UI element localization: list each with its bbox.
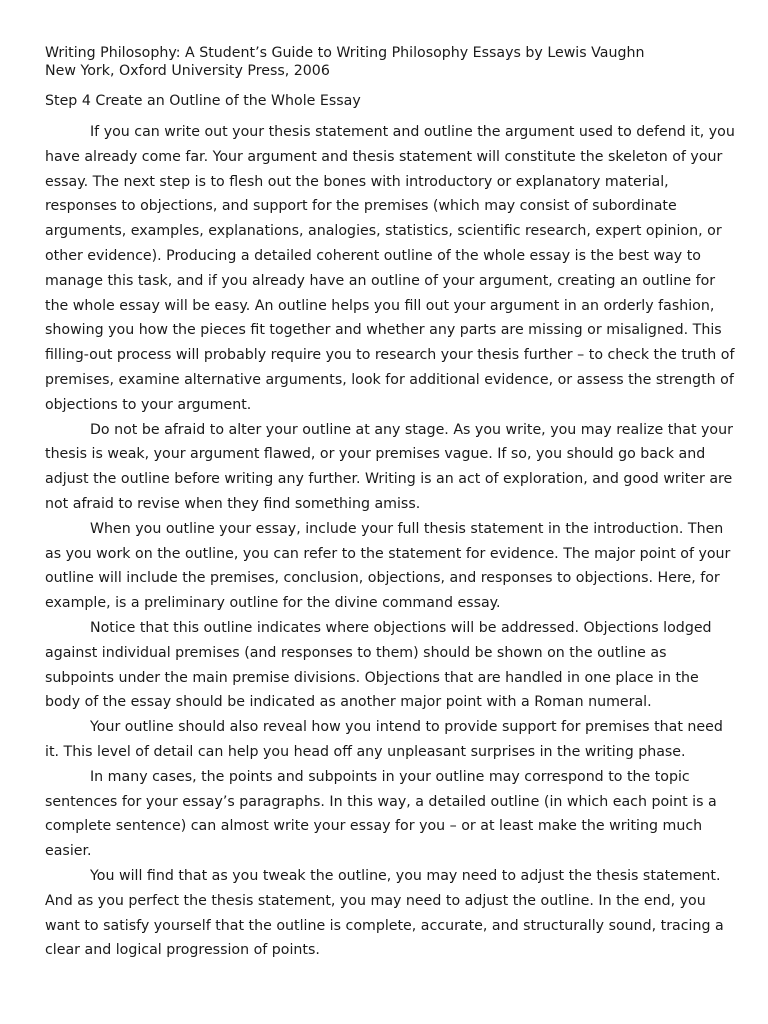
section-heading: Step 4 Create an Outline of the Whole Essay — [45, 93, 361, 109]
citation-block — [45, 44, 738, 80]
citation-line-title: Writing Philosophy: A Student’s Guide to Writing Philosophy Essays by Lewis Vaughn — [45, 45, 645, 61]
essay-body — [45, 120, 738, 963]
paragraph-1: If you can write out your thesis statement and outline the argument used to defend it, you have already come far. Your argument and thesis statement will constitute the skeleton of your essay. The next step is to flesh out the bones with introductory or explanatory material, responses to objections, and support for the premises (which may consist of subordinate arguments, examples, explanations, analogies, statistics, scientific research, expert opinion, or other evidence). Producing a detailed coherent outline of the whole essay is the best way to manage this task, and if you already have an outline of your argument, creating an outline for the whole essay will be easy. An outline helps you fill out your argument in an orderly fashion, showing you how the pieces fit together and whether any parts are missing or misaligned. This filling-out process will probably require you to research your thesis further – to check the truth of premises, examine alternative arguments, look for additional evidence, or assess the strength of objections to your argument. — [45, 124, 735, 413]
paragraph-3: When you outline your essay, include your full thesis statement in the introduction. Then as you work on the outline, you can refer to the statement for evidence. The major point of your outline will include the premises, conclusion, objections, and responses to objections. Here, for example, is a preliminary outline for the divine command essay. — [45, 520, 731, 612]
paragraph-6: In many cases, the points and subpoints in your outline may correspond to the topic sentences for your essay’s paragraphs. In this way, a detailed outline (in which each point is a complete sentence) can almost write your essay for you – or at least make the writing much easier. — [45, 768, 717, 860]
citation-line-publisher: New York, Oxford University Press, 2006 — [45, 63, 330, 79]
paragraph-4: Notice that this outline indicates where objections will be addressed. Objections lodged against individual premises (and responses to them) should be shown on the outline as subpoints under the main premise divisions. Objections that are handled in one place in the body of the essay should be indicated as another major point with a Roman numeral. — [45, 619, 712, 711]
paragraph-5: Your outline should also reveal how you intend to provide support for premises that need it. This level of detail can help you head off any unpleasant surprises in the writing phase. — [45, 719, 723, 760]
paragraph-7: You will find that as you tweak the outline, you may need to adjust the thesis statement. And as you perfect the thesis statement, you may need to adjust the outline. In the end, you want to satisfy yourself that the outline is complete, accurate, and structurally sound, tracing a clear and logical progression of points. — [45, 867, 724, 959]
paragraph-2: Do not be afraid to alter your outline at any stage. As you write, you may realize that your thesis is weak, your argument flawed, or your premises vague. If so, you should go back and adjust the outline before writing any further. Writing is an act of exploration, and good writer are not afraid to revise when they find something amiss. — [45, 421, 733, 512]
